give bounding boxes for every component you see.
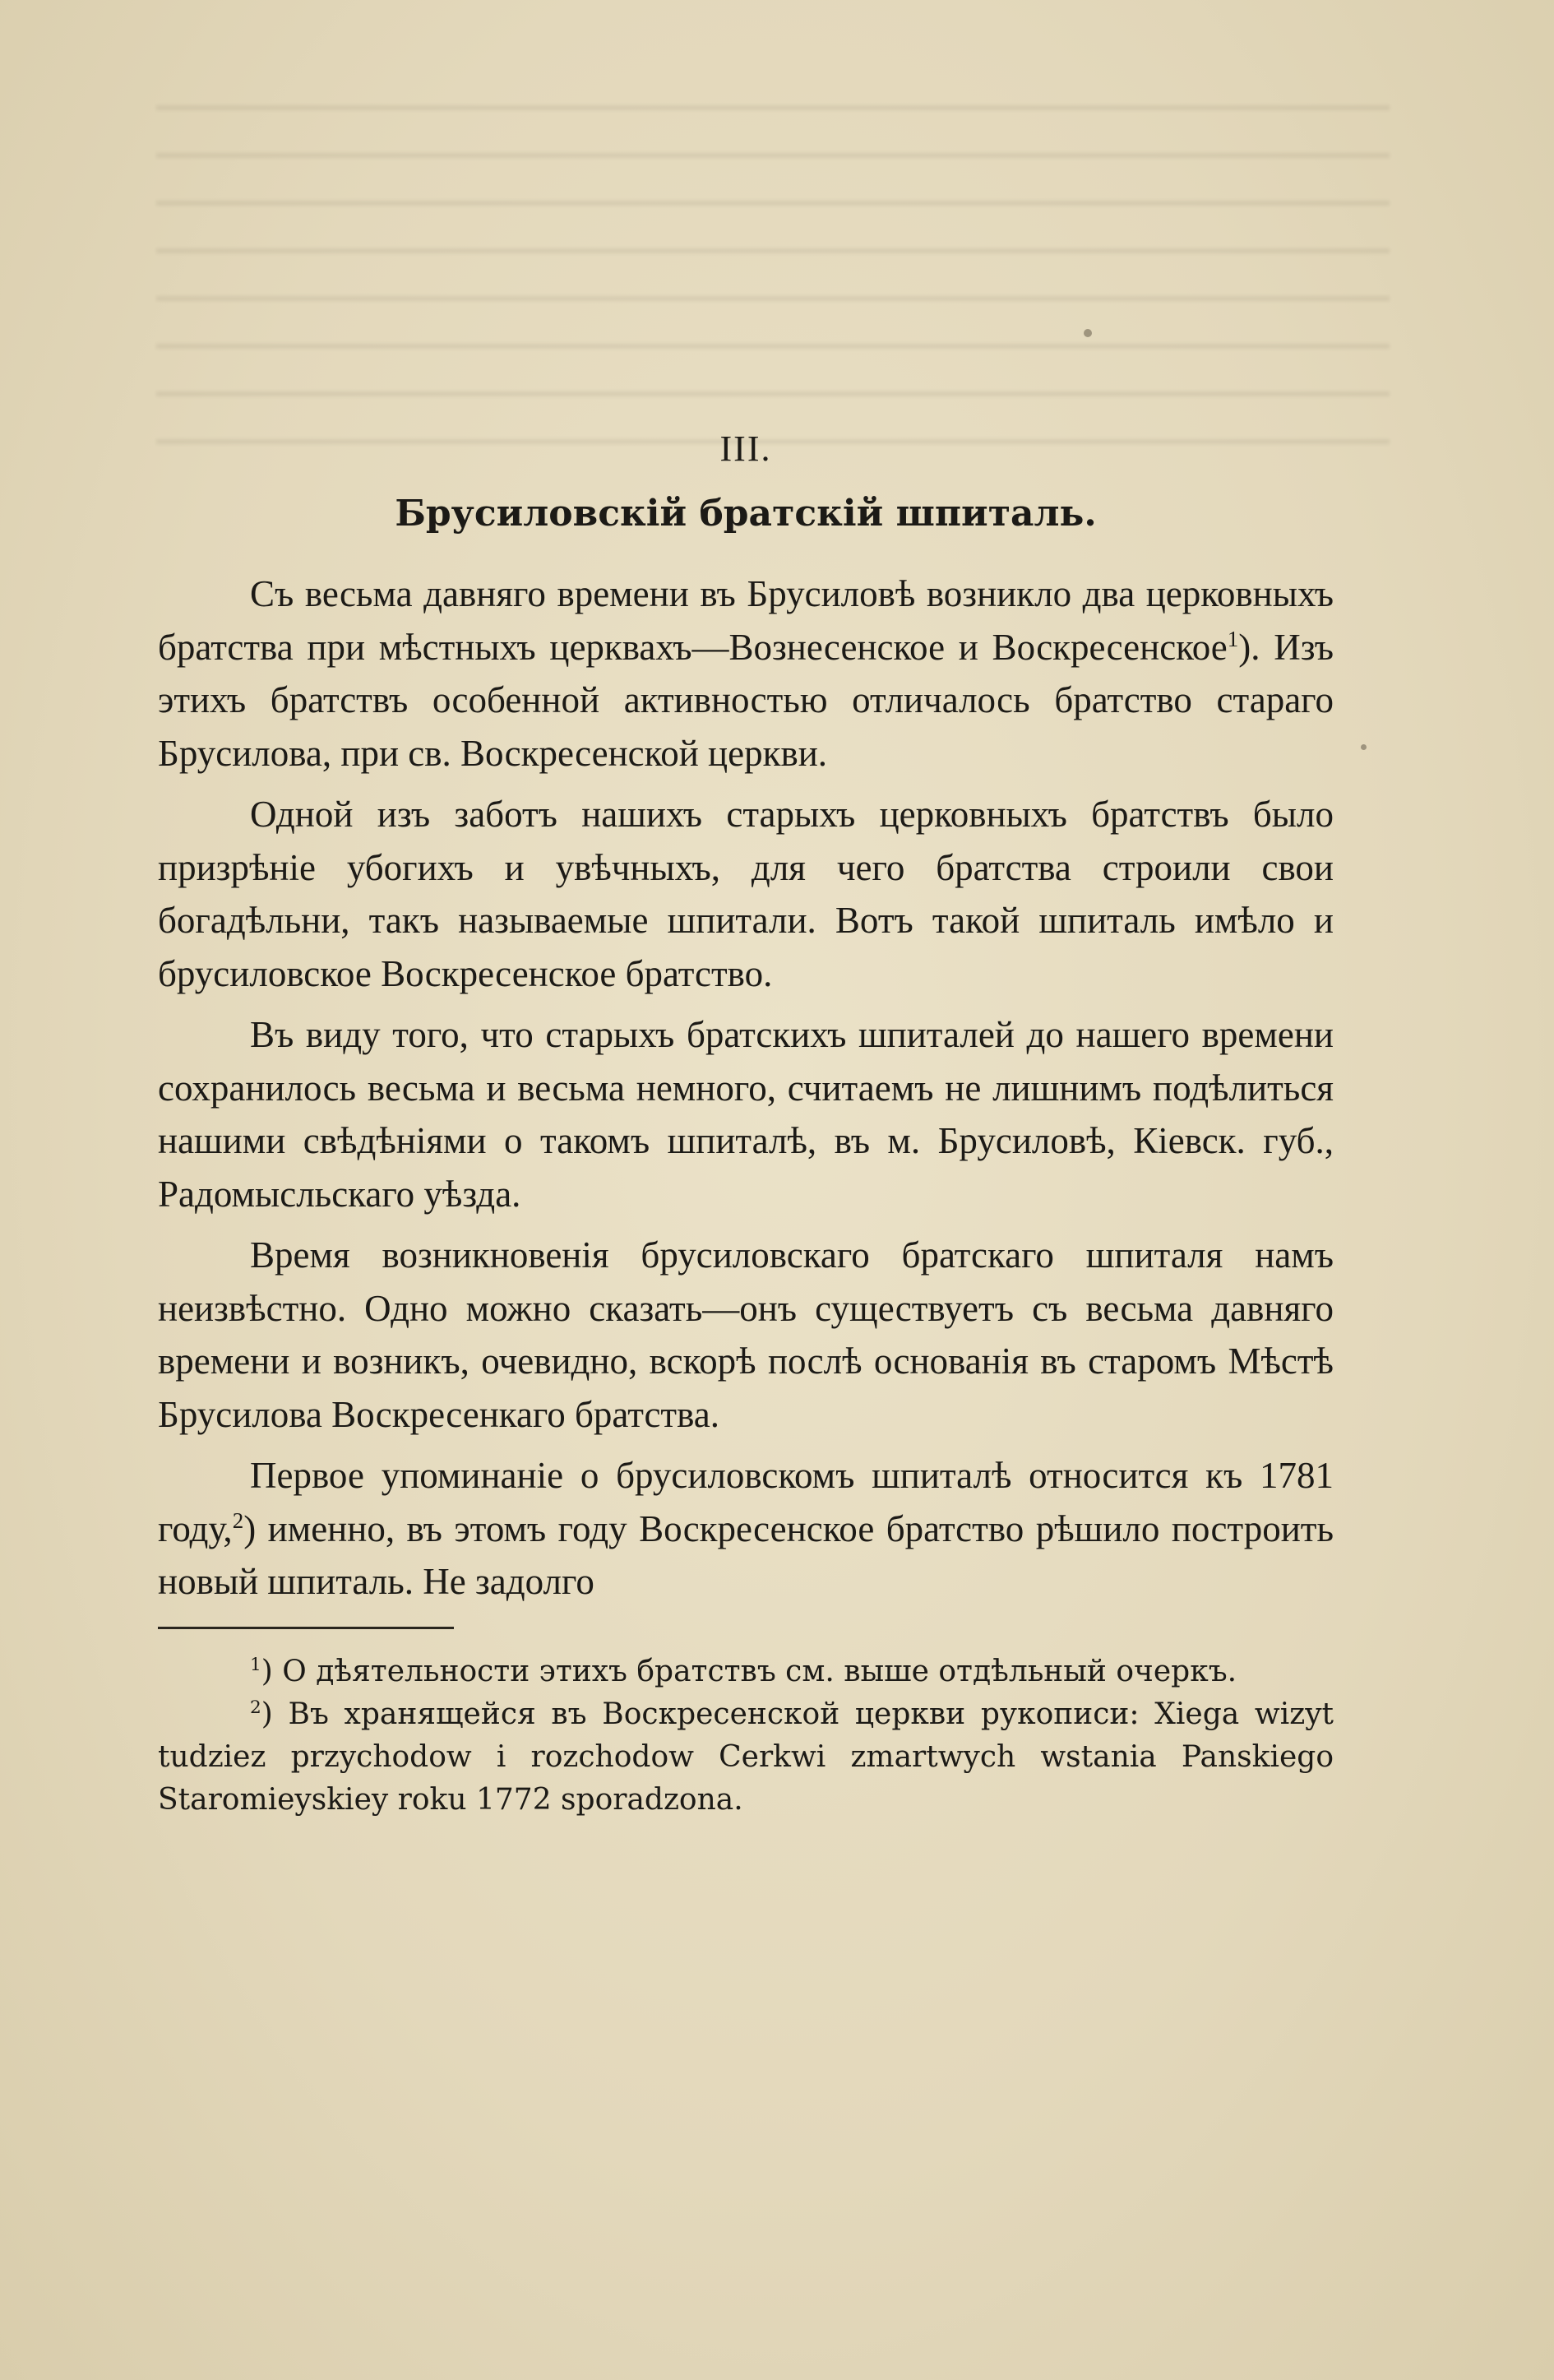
footnote-ref: 1	[1227, 626, 1239, 651]
page-speck	[1084, 329, 1092, 337]
paragraph-text: Время возникновенія брусиловскаго братскаго шпиталя намъ неизвѣстно. Одно можно сказать—онъ существуетъ съ весьма давняго времени и возникъ, очевидно, вскорѣ послѣ основанія въ старомъ Мѣстѣ Брусилова Воскресенкаго братства.	[158, 1234, 1334, 1435]
paragraph-1	[158, 567, 1334, 780]
paragraph-text: Одной изъ заботъ нашихъ старыхъ церковныхъ братствъ было призрѣніе убогихъ и увѣчныхъ, для чего братства строили свои богадѣльни, такъ называемые шпитали. Вотъ такой шпиталь имѣло и брусиловское Воскресенское братство.	[158, 794, 1334, 994]
paragraph-text: ). Изъ этихъ братствъ особенной активностью отличалось братство стараго Брусилова, при св. Воскресенской церкви.	[158, 626, 1334, 774]
paragraph-text: Съ весьма давняго времени въ Брусиловѣ возникло два церковныхъ братства при мѣстныхъ церквахъ—Вознесенское и Воскресенское	[158, 573, 1334, 668]
footnote-2	[158, 1693, 1334, 1822]
section-title: Брусиловскій братскій шпиталь.	[395, 493, 1097, 535]
section-number: III.	[719, 428, 772, 469]
text-block	[158, 428, 1334, 1822]
paragraph-5	[158, 1449, 1334, 1609]
footnote-mark: 1	[250, 1654, 261, 1675]
paragraph-text: Въ виду того, что старыхъ братскихъ шпиталей до нашего времени сохранилось весьма и весьма немного, считаемъ не лишнимъ подѣлиться нашими свѣдѣніями о такомъ шпиталѣ, въ м. Брусиловѣ, Кіевск. губ., Радомысльскаго уѣзда.	[158, 1014, 1334, 1215]
footnote-1	[158, 1651, 1334, 1693]
page-speck	[1361, 744, 1367, 750]
bleed-through-text	[156, 99, 1390, 444]
footnote-text: ) Въ хранящейся въ Воскресенской церкви рукописи: Xiega wizyt tudziez przychodow i rozchodow Cerkwi zmartwych wstania Panskiego Staromieyskiey roku 1772 sporadzona.	[158, 1697, 1334, 1817]
paragraph-text: ) именно, въ этомъ году Воскресенское братство рѣшило построить новый шпиталь. Не задолго	[158, 1507, 1334, 1602]
paragraph-3	[158, 1008, 1334, 1220]
footnote-ref: 2	[232, 1507, 244, 1533]
paragraph-text: Первое упоминаніе о брусиловскомъ шпиталѣ относится къ 1781 году,	[158, 1455, 1334, 1549]
footnote-divider	[158, 1627, 454, 1629]
paragraph-4	[158, 1229, 1334, 1441]
paragraph-2	[158, 788, 1334, 1000]
footnote-mark: 2	[250, 1697, 261, 1718]
footnote-text: ) О дѣятельности этихъ братствъ см. выше отдѣльный очеркъ.	[261, 1654, 1237, 1688]
